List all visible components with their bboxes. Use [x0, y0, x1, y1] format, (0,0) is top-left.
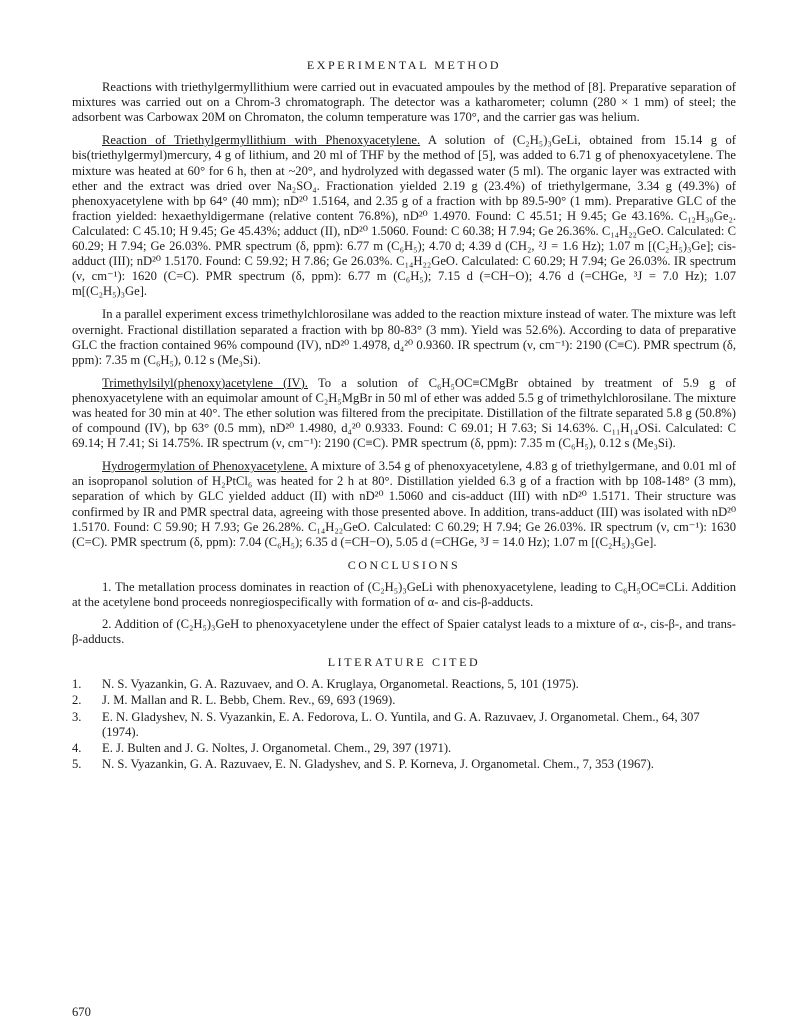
experimental-paragraph-trimethylsilyl — [72, 376, 736, 451]
reference-item — [72, 741, 736, 756]
experimental-paragraph-parallel: In a parallel experiment excess trimethylchlorosilane was added to the reaction mixture instead of water. The mixture was left overnight. Fractional distillation separated a fraction with bp 80-83° (3 mm). Yield was 52.6%). According to data of preparative GLC the fraction contained 96% compound (IV), nD²⁰ 1.4978, d₄²⁰ 0.9360. IR spectrum (ν, cm⁻¹): 2190 (C≡C). PMR spectrum (δ, ppm): 7.35 m (C₆H₅), 0.12 s (Me₃Si). — [72, 307, 736, 367]
page-number: 670 — [72, 1005, 91, 1019]
reference-number: 5. — [72, 756, 82, 771]
experimental-paragraph-hydrogermylation — [72, 459, 736, 550]
reference-item — [72, 677, 736, 692]
reference-item — [72, 693, 736, 708]
reaction-subsection-title: Reaction of Triethylgermyllithium with Phenoxyacetylene. — [102, 133, 421, 148]
reference-number: 2. — [72, 693, 82, 708]
trimethylsilyl-subsection-title: Trimethylsilyl(phenoxy)acetylene (IV). — [102, 375, 308, 390]
reference-text: J. M. Mallan and R. L. Bebb, Chem. Rev., 69, 693 (1969). — [102, 693, 396, 708]
reference-list — [72, 677, 736, 772]
trimethylsilyl-subsection-body: To a solution of C₆H₅OC≡CMgBr obtained by treatment of 5.9 g of phenoxyacetylene with an equimolar amount of C₂H₅MgBr in 50 ml of ether was added 5.5 g of trimethylchlorosilane. The mixture was heated for 30 min at 40°. The ether solution was filtered from the precipitate. Distillation of the filtrate separated 5.8 g (50.8%) of compound (IV), bp 63° (0.5 mm), nD²⁰ 1.4980, d₄²⁰ 0.9333. Found: C 69.01; H 7.63; Si 14.63%. C₁₁H₁₄OSi. Calculated: C 69.14; H 7.41; Si 14.75%. IR spectrum (ν, cm⁻¹): 2190 (C≡C). PMR spectrum (δ, ppm): 7.35 m (C₆H₅), 0.12 s (Me₃Si). — [72, 375, 736, 451]
hydrogermylation-subsection-body: A mixture of 3.54 g of phenoxyacetylene, 4.83 g of triethylgermane, and 0.01 ml of an isopropanol solution of H₂PtCl₆ was heated for 2 h at 80°. Distillation yielded 6.3 g of a fraction with bp 108-148° (3 mm), separation of which by GLC yielded adduct (II) with nD²⁰ 1.5060 and cis-adduct (III) with nD²⁰ 1.5171. Their structure was confirmed by IR and PMR spectral data, agreeing with those presented above. In addition, trans-adduct (III) was isolated with nD²⁰ 1.5170. Found: C 59.90; H 7.93; Ge 26.28%. C₁₄H₂₂GeO. Calculated: C 60.29; H 7.94; Ge 26.03%. IR spectrum (ν, cm⁻¹): 1630 (C=C). PMR spectrum (δ, ppm): 7.04 (C₆H₅); 6.35 d (=CH−O), 5.05 d (=CHGe, ³J = 14.0 Hz); 1.07 m [(C₂H₅)₃Ge]. — [72, 459, 737, 549]
document-page — [72, 58, 736, 773]
experimental-paragraph-intro: Reactions with triethylgermyllithium were carried out in evacuated ampoules by the method of [8]. Preparative separation of mixtures was carried out on a Chrom-3 chromatograph. The detector was a katharometer; column (280 × 1 mm) of steel; the adsorbent was Carbowax 20M on Chromaton, the column temperature was 170°, and the carrier gas was helium. — [72, 80, 736, 125]
reference-text: N. S. Vyazankin, G. A. Razuvaev, and O. A. Kruglaya, Organometal. Reactions, 5, 101 (1975). — [102, 677, 579, 692]
reference-number: 3. — [72, 709, 82, 724]
literature-heading: LITERATURE CITED — [327, 655, 481, 670]
reference-item — [72, 710, 736, 740]
reference-text: N. S. Vyazankin, G. A. Razuvaev, E. N. Gladyshev, and S. P. Korneva, J. Organometal. Chem., 7, 353 (1967). — [102, 756, 654, 771]
reference-number: 1. — [72, 677, 82, 692]
hydrogermylation-subsection-title: Hydrogermylation of Phenoxyacetylene. — [102, 459, 308, 474]
conclusion-item-2: 2. Addition of (C₂H₅)₃GeH to phenoxyacetylene under the effect of Spaier catalyst leads to a mixture of α-, cis-β-, and trans-β-adducts. — [72, 617, 736, 647]
conclusion-item-1: 1. The metallation process dominates in reaction of (C₂H₅)₃GeLi with phenoxyacetylene, leading to C₆H₅OC≡CLi. Addition at the acetylene bond proceeds nonregiospecifically with formation of α- and cis-β-adducts. — [72, 579, 736, 609]
reaction-subsection-body: A solution of (C₂H₅)₃GeLi, obtained from 15.14 g of bis(triethylgermyl)mercury, 4 g of lithium, and 20 ml of THF by the method of [5], was added to 6.71 g of phenoxyacetylene. The mixture was heated at 60° for 6 h, then at ~20°, and hydrolyzed with degassed water (5 ml). The organic layer was extracted with ether and the extract was dried over Na₂SO₄. Fractionation yielded 2.19 g (23.4%) of triethylgermane, 3.34 g (49.3%) of phenoxyacetylene with bp 64° (40 mm); nD²⁰ 1.5164, and 2.35 g of a fraction with bp 89.5-90° (1 mm). Preparative GLC of the fraction yielded: hexaethyldigermane (relative content 76.8%), nD²⁰ 1.4970. Found: C 45.51; H 9.45; Ge 43.16%. C₁₂H₃₀Ge₂. Calculated: C 45.10; H 9.45; Ge 45.43%; adduct (II), nD²⁰ 1.5060. Found: C 60.38; H 7.94; Ge 26.36%. C₁₄H₂₂GeO. Calculated: C 60.29; H 7.94; Ge 26.03%. PMR spectrum (δ, ppm): 6.77 m (C₆H₅); 4.70 d; 4.39 d (CH₂, ²J = 1.6 Hz); 1.07 m [(C₂H₅)₃Ge]; cis-adduct (III); nD²⁰ 1.5170. Found: C 59.92; H 7.86; Ge 26.03%. C₁₄H₂₂GeO. Calculated: C 60.29; H 7.94; Ge 26.03%. IR spectrum (ν, cm⁻¹): 1620 (C=C). PMR spectrum (δ, ppm): 6.77 m (C₆H₅); 7.15 d (=CH−O); 4.76 d (=CHGe, ³J = 7.0 Hz); 1.07 m[(C₂H₅)₃Ge]. — [72, 133, 736, 299]
reference-text: E. N. Gladyshev, N. S. Vyazankin, E. A. Fedorova, L. O. Yuntila, and G. A. Razuvaev, J. Organometal. Chem., 64, 307 (1974). — [102, 709, 700, 739]
experimental-paragraph-reaction — [72, 133, 736, 299]
reference-number: 4. — [72, 740, 82, 755]
experimental-heading: EXPERIMENTAL METHOD — [306, 58, 502, 72]
conclusions-heading: CONCLUSIONS — [347, 557, 461, 572]
reference-item — [72, 757, 736, 772]
reference-text: E. J. Bulten and J. G. Noltes, J. Organometal. Chem., 29, 397 (1971). — [102, 740, 452, 755]
